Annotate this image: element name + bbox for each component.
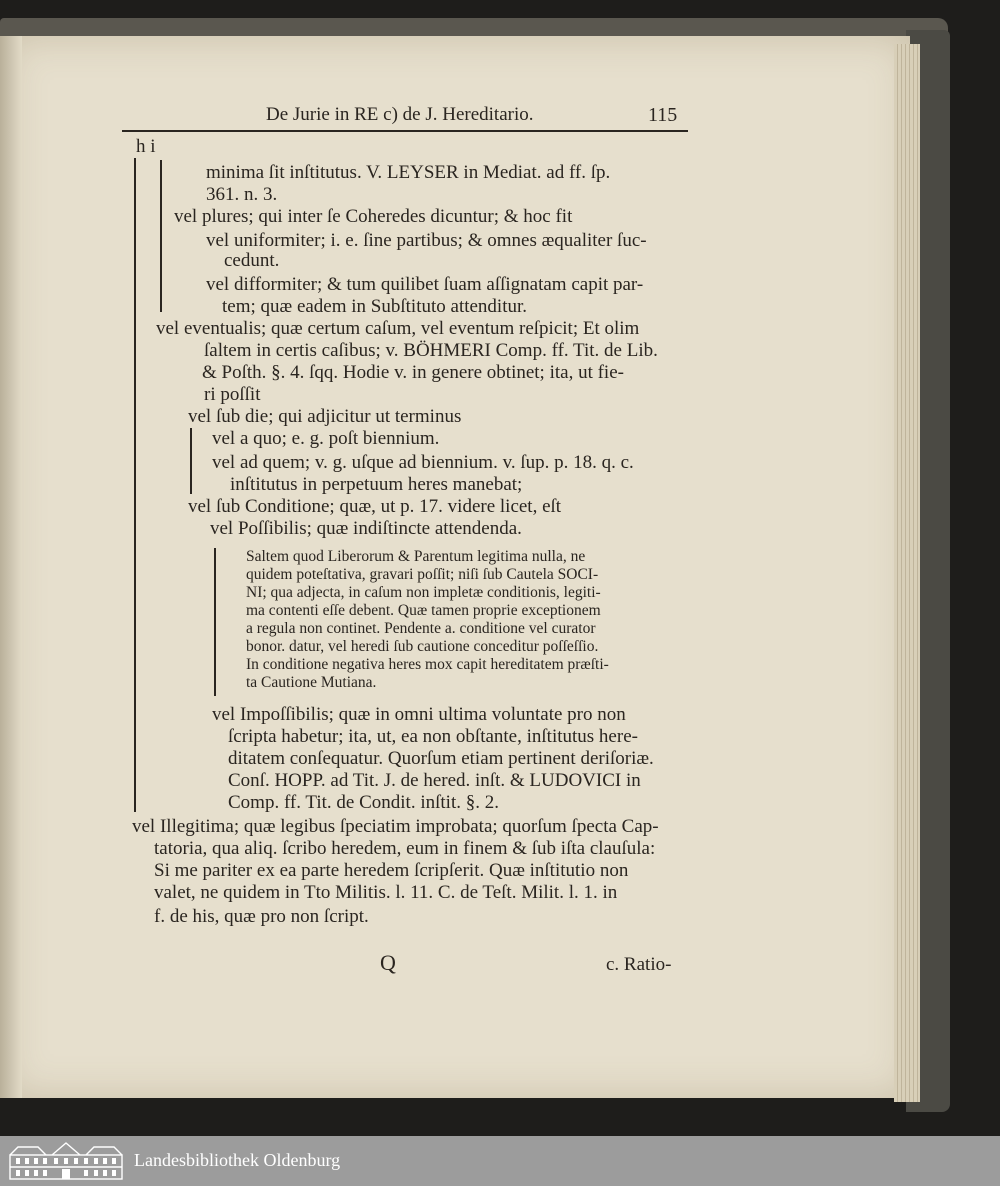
catchword: c. Ratio- [606, 954, 672, 975]
text-line: vel ſub Conditione; quæ, ut p. 17. videre licet, eſt [188, 496, 562, 517]
library-name: Landesbibliothek Oldenburg [134, 1150, 341, 1170]
text-line: & Poſth. §. 4. ſqq. Hodie v. in genere obtinet; ita, ut fie- [202, 362, 624, 383]
text-line: vel eventualis; quæ certum caſum, vel eventum reſpicit; Et olim [156, 318, 640, 339]
text-line: ſcripta habetur; ita, ut, ea non obſtante, inſtitutus here- [228, 726, 638, 747]
footer-bar [0, 1136, 1000, 1186]
header-rule [122, 130, 688, 132]
page-gutter [0, 36, 22, 1098]
note-line: ma contenti eſſe debent. Quæ tamen proprie exceptionem [246, 602, 601, 619]
text-line: vel difformiter; & tum quilibet ſuam aſſignatam capit par- [206, 274, 644, 295]
note-line: quidem poteſtativa, gravari poſſit; niſi ſub Cautela SOCI- [246, 566, 599, 583]
text-line: ditatem conſequatur. Quorſum etiam pertinent deriſoriæ. [228, 748, 654, 769]
text-line: cedunt. [224, 250, 280, 271]
text-line: vel a quo; e. g. poſt biennium. [212, 428, 440, 449]
text-line: 361. n. 3. [206, 184, 278, 205]
note-line: Saltem quod Liberorum & Parentum legitima nulla, ne [246, 548, 586, 565]
text-line: inſtitutus in perpetuum heres manebat; [230, 474, 523, 495]
text-line: vel Impoſſibilis; quæ in omni ultima voluntate pro non [212, 704, 626, 725]
bracket-line-main [134, 158, 136, 812]
signature-mark: Q [380, 950, 396, 975]
bracket-line-dies [190, 428, 192, 494]
library-building-icon [8, 1141, 124, 1181]
note-line: NI; qua adjecta, in caſum non impletæ conditionis, legiti- [246, 584, 601, 601]
note-line: bonor. datur, vel heredi ſub cautione conceditur poſſeſſio. [246, 638, 599, 655]
text-line: tem; quæ eadem in Subſtituto attenditur. [222, 296, 528, 317]
text-line: minima ſit inſtitutus. V. LEYSER in Mediat. ad ff. ſp. [206, 162, 611, 183]
text-line: Conſ. HOPP. ad Tit. J. de hered. inſt. & LUDOVICI in [228, 770, 641, 791]
page-number: 115 [648, 104, 678, 126]
note-line: ta Cautione Mutiana. [246, 674, 377, 691]
text-line: valet, ne quidem in Tto Militis. l. 11. C. de Teſt. Milit. l. 1. in [154, 882, 618, 903]
text-line: tatoria, qua aliq. ſcribo heredem, eum in finem & ſub iſta clauſula: [154, 838, 656, 859]
text-line: Si me pariter ex ea parte heredem ſcripſerit. Quæ inſtitutio non [154, 860, 629, 881]
text-line: vel plures; qui inter ſe Coheredes dicuntur; & hoc fit [174, 206, 573, 227]
note-line: In conditione negativa heres mox capit hereditatem præſti- [246, 656, 609, 673]
text-line: ri poſſit [204, 384, 261, 405]
text-line: vel Illegitima; quæ legibus ſpeciatim improbata; quorſum ſpecta Cap- [132, 816, 659, 837]
note-line: a regula non continet. Pendente a. conditione vel curator [246, 620, 596, 637]
running-title: De Jurie in RE c) de J. Hereditario. [266, 104, 534, 125]
text-line: ſaltem in certis caſibus; v. BÖHMERI Comp. ff. Tit. de Lib. [204, 340, 658, 361]
text-line: f. de his, quæ pro non ſcript. [154, 906, 369, 927]
bracket-label: h i [136, 136, 156, 157]
bracket-line-note [214, 548, 216, 696]
text-line: vel ad quem; v. g. uſque ad biennium. v. ſup. p. 18. q. c. [212, 452, 634, 473]
text-line: vel uniformiter; i. e. ſine partibus; & omnes æqualiter ſuc- [206, 230, 647, 251]
page-edges [894, 44, 920, 1102]
bracket-line-plures [160, 160, 162, 312]
text-line: vel ſub die; qui adjicitur ut terminus [188, 406, 462, 427]
text-line: Comp. ff. Tit. de Condit. inſtit. §. 2. [228, 792, 499, 813]
page-header [126, 104, 686, 132]
text-line: vel Poſſibilis; quæ indiſtincte attendenda. [210, 518, 522, 539]
